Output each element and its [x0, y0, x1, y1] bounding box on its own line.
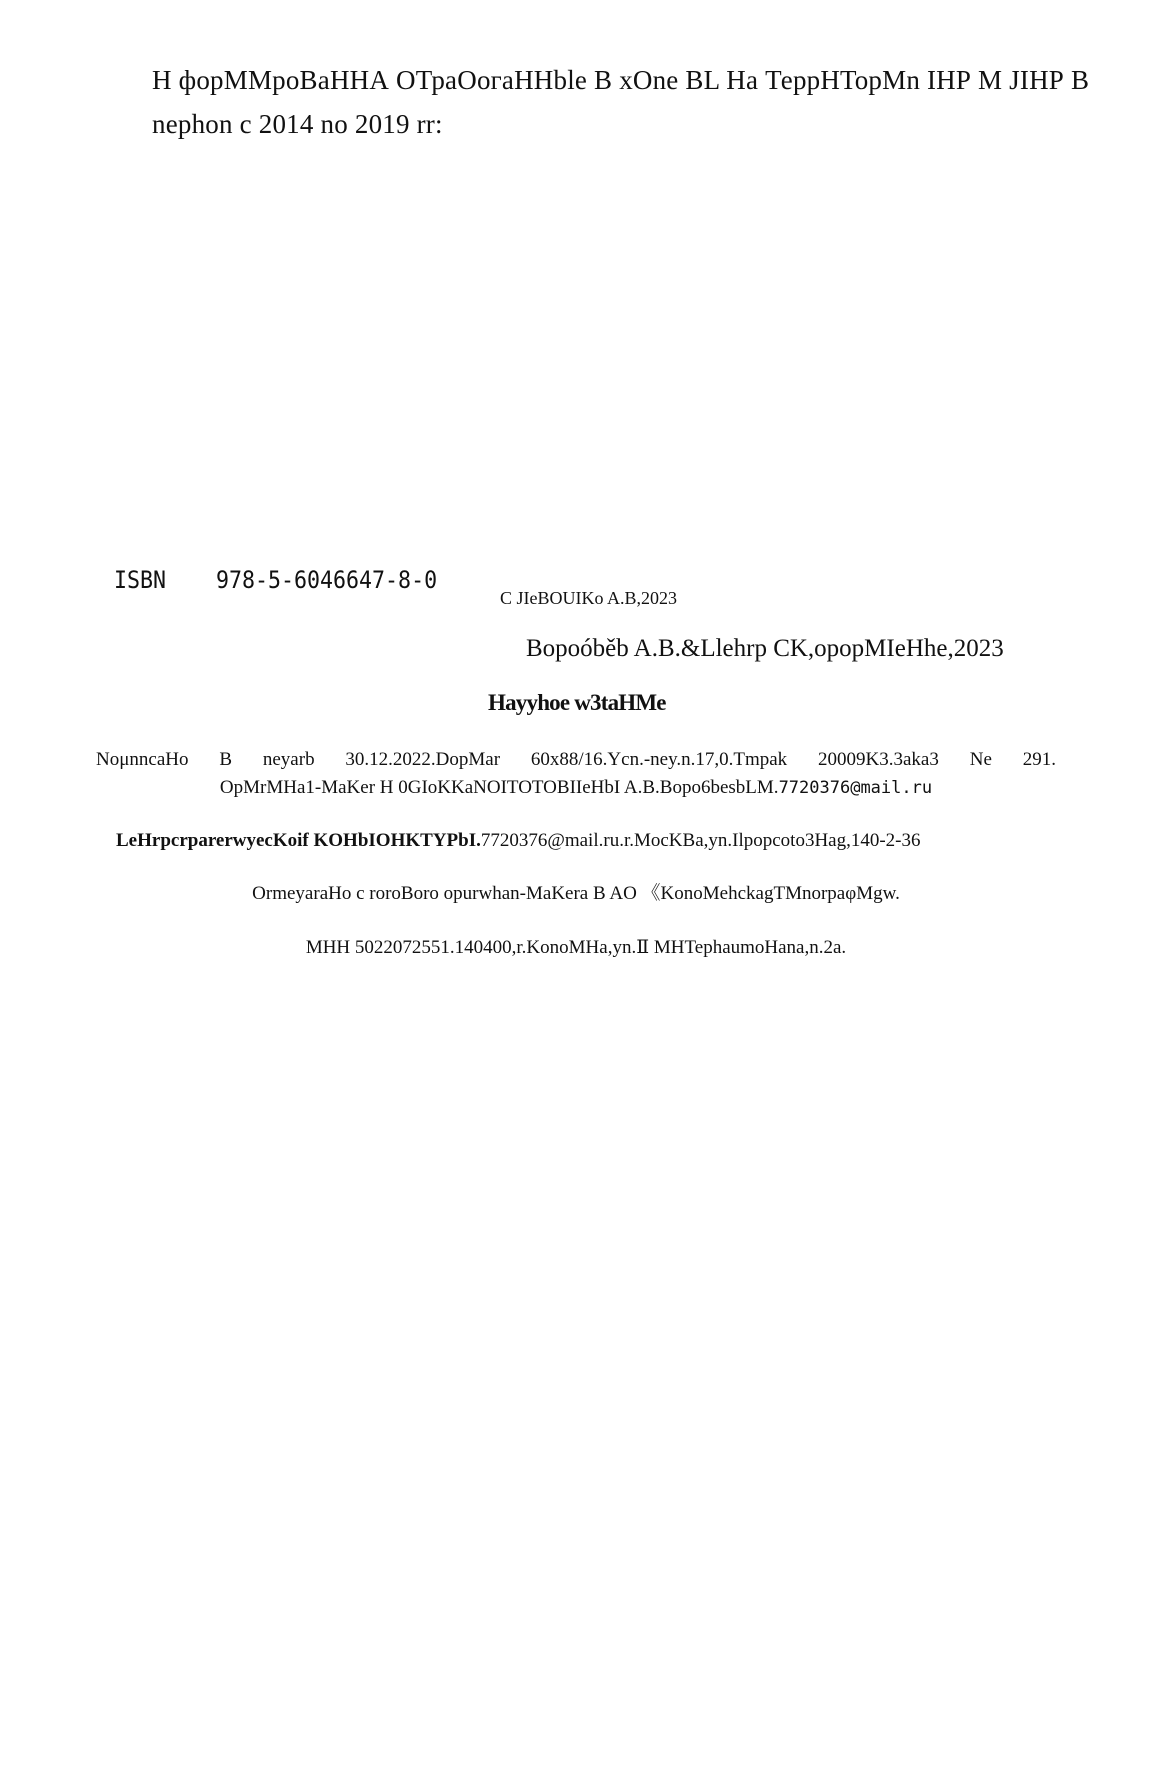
center-address: 7720376@mail.ru.r.MocKBa,yn.Ilpopcoto3Hag,140-2-36 — [480, 830, 921, 851]
print-details-word: NoμnncaHo — [96, 749, 189, 770]
print-details-word: 30.12.2022.DopMar — [345, 749, 501, 770]
print-details-word: 60x88/16.Ycn.-ney.n.17,0.Tmpak — [530, 749, 788, 770]
print-details-word: neyarb — [262, 749, 315, 770]
book-title-line-2: nephon c 2014 no 2019 rr: — [152, 109, 443, 139]
isbn-number: 978-5-6046647-8-0 — [216, 566, 438, 594]
isbn-label: ISBN — [114, 566, 167, 594]
printing-house-address: MHH 5022072551.140400,r.KonoMHa,yn.Ⅱ MHTephaumoHana,n.2a. — [305, 937, 847, 958]
copyright-line-2: Bopoóběb A.B.&Llehrp CK,opopMIeHhe,2023 — [526, 635, 1004, 662]
center-name: LeHrpcrparerwyecKoif KOHbIOHKTYPbI. — [116, 830, 481, 851]
print-details-word: 20009K3.3aka3 — [818, 749, 939, 770]
book-title — [152, 58, 1090, 146]
print-details-word: B — [219, 749, 233, 770]
printing-house-line: OrmeyaraHo c roroBoro opurwhan-MaKera B AO 《KonoMehckagTMnorpaφMgw. — [252, 883, 900, 904]
conjuncture-center-line — [96, 827, 1076, 855]
layout-credit: OpMrMHa1-MaKer H 0GIoKKaNOITOTOBIIeHbI A.B.Bopo6besbLM. — [219, 777, 779, 798]
copyright-line-1: С JIeBOUIKo A.B,2023 — [500, 588, 678, 608]
book-title-line-1: Н форММроВаННА ОТраОогаННble В хOne BL Ha ТеррНТорМn IНР М JIНР В — [152, 65, 1090, 95]
print-details-word: Ne — [969, 749, 992, 770]
author-email: 7720376@mail.ru — [778, 778, 933, 798]
print-details-row-2 — [96, 774, 1056, 802]
print-details — [96, 746, 1056, 802]
print-details-row-1 — [96, 746, 1056, 774]
edition-type-heading: Hayyhoe w3taHMe — [488, 690, 666, 715]
print-details-word: 291. — [1022, 749, 1056, 770]
